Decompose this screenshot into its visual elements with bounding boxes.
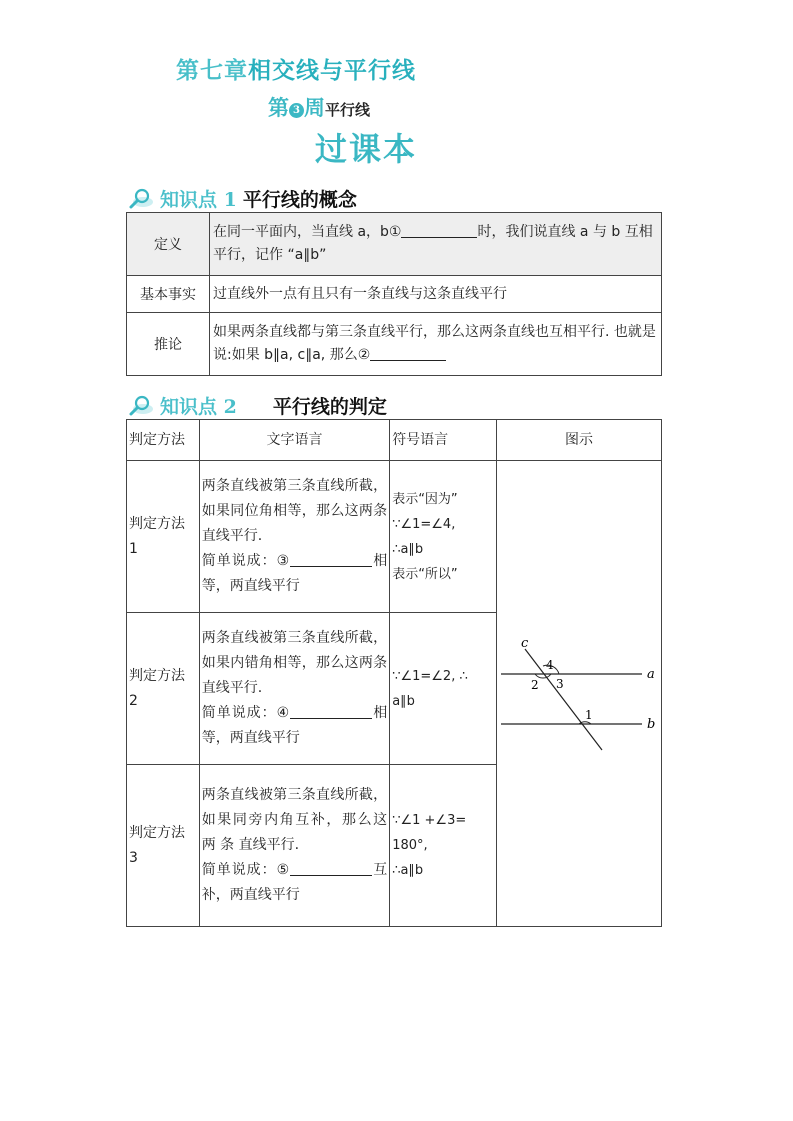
kp1-heading [128, 184, 357, 212]
desc-text: 两条直线被第三条直线所截，如果同位角相等，那么这两条直线平行. [201, 478, 388, 544]
answer-blank[interactable] [290, 550, 372, 567]
answer-blank[interactable] [290, 702, 372, 719]
concept-table [126, 212, 662, 376]
week-prefix: 第 [268, 95, 289, 120]
method-label: 判定方法 3 [127, 765, 200, 927]
line-c [525, 649, 602, 750]
label-angle-2: 2 [531, 678, 539, 692]
label-angle-3: 3 [556, 677, 564, 691]
symbol-line: ∴a∥b [392, 541, 424, 557]
symbol-cell [390, 765, 497, 927]
short-suffix: 相等，两直线平行 [201, 553, 388, 594]
row-label: 基本事实 [127, 276, 210, 313]
method-desc [199, 613, 389, 765]
row-text [210, 313, 662, 376]
answer-blank[interactable] [290, 859, 372, 876]
symbol-cell [390, 461, 497, 613]
desc-text: 两条直线被第三条直线所截，如果同旁内角互补，那么这 两 条 直线平行. [201, 787, 388, 853]
desc-text: 两条直线被第三条直线所截，如果内错角相等，那么这两条直线平行. [201, 630, 388, 696]
symbol-line: a∥b [392, 693, 415, 709]
symbol-line: ∴a∥b [392, 863, 424, 878]
header-diagram: 图示 [497, 420, 662, 461]
method-label: 判定方法 2 [127, 613, 200, 765]
kp1-title: 平行线的概念 [242, 188, 357, 211]
symbol-line: 表示“所以” [392, 566, 458, 582]
short-prefix: 简单说成：⑤ [201, 862, 291, 878]
method-label: 判定方法 1 [127, 461, 200, 613]
week-title [268, 92, 370, 122]
definition-text: 在同一平面内，当直线 a，b① [213, 224, 402, 240]
table-row [127, 313, 662, 376]
short-suffix: 相等，两直线平行 [201, 705, 388, 746]
week-number-badge: 3 [289, 103, 304, 118]
magnifier-icon [128, 186, 154, 210]
table-row [127, 276, 662, 313]
row-text [210, 213, 662, 276]
week-topic: 平行线 [325, 101, 371, 119]
row-text: 过直线外一点有且只有一条直线与这条直线平行 [210, 276, 662, 313]
row-label: 推论 [127, 313, 210, 376]
diagram-cell [497, 461, 662, 927]
table-row [127, 213, 662, 276]
short-prefix: 简单说成：③ [201, 553, 291, 569]
kp2-heading [128, 391, 387, 419]
chapter-name: 相交线与平行线 [248, 57, 416, 84]
section-title: 过课本 [315, 130, 418, 168]
corollary-text: 如果两条直线都与第三条直线平行，那么这两条直线也互相平行. 也就是说:如果 b∥a, c∥a, 那么② [213, 324, 656, 363]
header-symbol-language: 符号语言 [390, 420, 497, 461]
label-c: c [521, 636, 529, 651]
kp1-name: 知识点 1 [160, 188, 237, 211]
chapter-title [176, 52, 416, 85]
answer-blank[interactable] [401, 221, 477, 238]
header-text-language: 文字语言 [199, 420, 389, 461]
label-a: a [647, 667, 655, 682]
symbol-line: ∵∠1=∠4, [392, 516, 456, 532]
chapter-number: 第七章 [176, 57, 248, 84]
parallel-lines-diagram [499, 619, 659, 759]
method-desc [199, 765, 389, 927]
table-header-row [127, 420, 662, 461]
symbol-line: ∵∠1=∠2, ∴ [392, 668, 468, 684]
kp2-title: 平行线的判定 [272, 395, 387, 418]
symbol-line: ∵∠1 +∠3= [392, 813, 467, 828]
label-b: b [647, 717, 656, 732]
row-label: 定义 [127, 213, 210, 276]
label-angle-4: 4 [546, 658, 554, 672]
short-suffix: 互补，两直线平行 [201, 862, 388, 903]
definition-text-after: 时，我们说直线 a 与 b 互相平行，记作 “a∥b” [213, 224, 653, 263]
symbol-cell [390, 613, 497, 765]
criteria-table [126, 419, 662, 927]
symbol-line: 表示“因为” [392, 491, 458, 507]
week-suffix: 周 [304, 95, 325, 120]
method-desc [199, 461, 389, 613]
short-prefix: 简单说成：④ [201, 705, 291, 721]
table-row [127, 461, 662, 613]
answer-blank[interactable] [370, 344, 446, 361]
header-method: 判定方法 [127, 420, 200, 461]
symbol-line: 180°, [392, 838, 428, 853]
magnifier-icon [128, 393, 154, 417]
kp2-name: 知识点 2 [160, 395, 237, 418]
label-angle-1: 1 [585, 708, 593, 722]
